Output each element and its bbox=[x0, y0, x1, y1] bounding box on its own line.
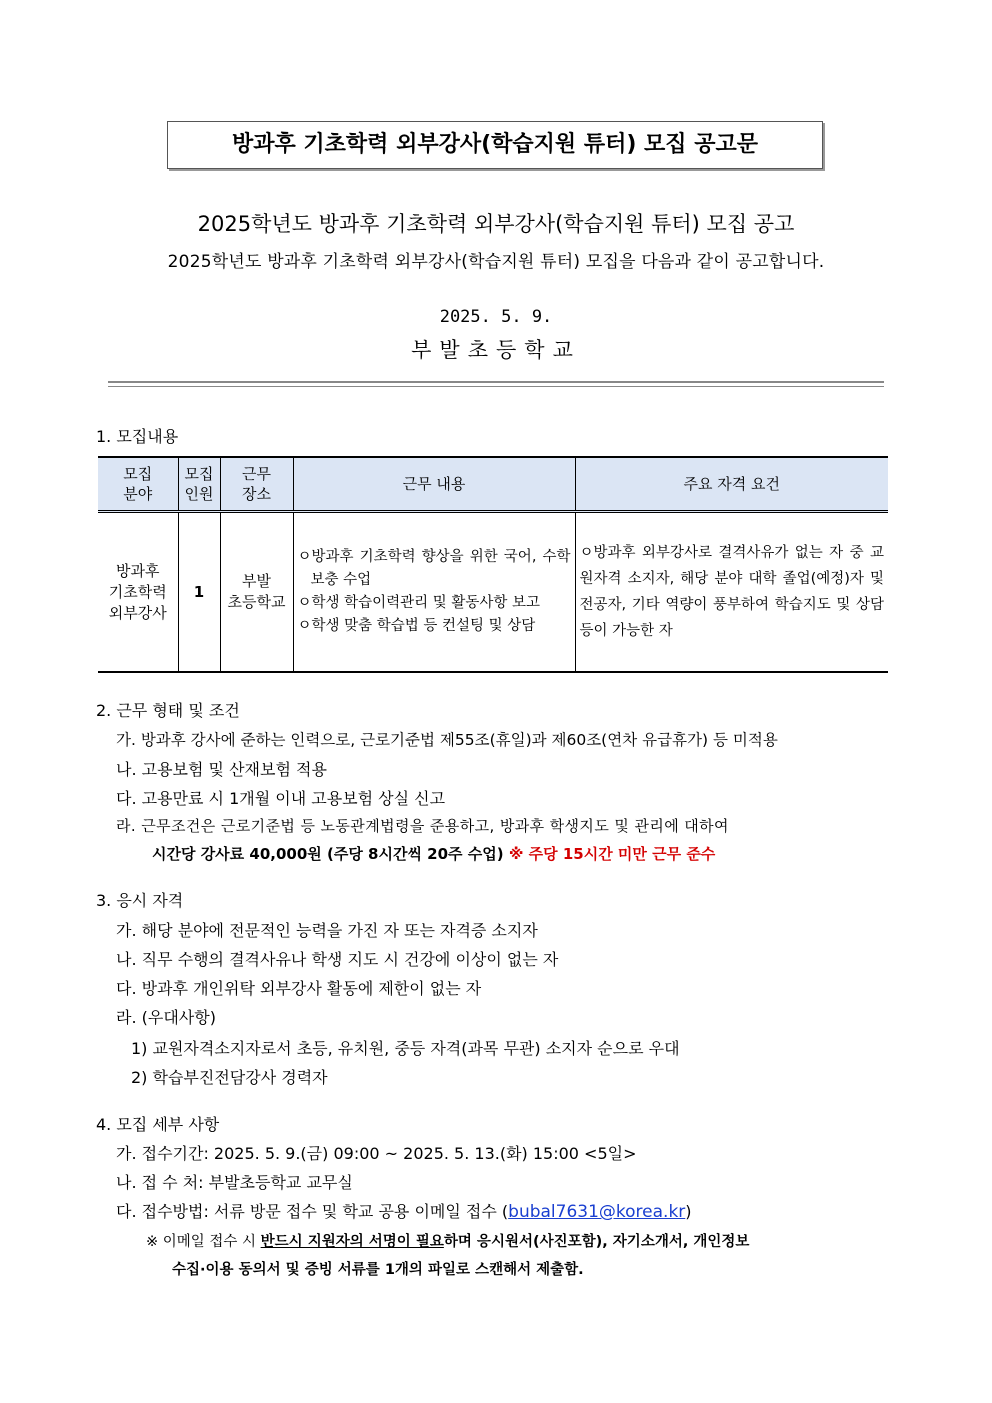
section2-item: 가. 방과후 강사에 준하는 인력으로, 근로기준법 제55조(휴일)과 제60조(연차 유급휴가) 등 미적용 bbox=[116, 731, 778, 749]
cell-qualification: ㅇ방과후 외부강사로 결격사유가 없는 자 중 교원자격 소지자, 해당 분야 대학 졸업(예정)자 및 전공자, 기타 역량이 풍부하여 학습지도 및 상담 등이 가능한 자 bbox=[575, 512, 888, 673]
section2-item: 다. 고용만료 시 1개월 이내 고용보험 상실 신고 bbox=[116, 789, 446, 808]
section4-title: 4. 모집 세부 사항 bbox=[96, 1115, 220, 1134]
section3-item: 나. 직무 수행의 결격사유나 학생 지도 시 건강에 이상이 없는 자 bbox=[116, 950, 559, 969]
duty-item: ㅇ방과후 기초학력 향상을 위한 국어, 수학 보충 수업 bbox=[297, 549, 571, 588]
school-name: 부발초등학교 bbox=[411, 338, 581, 362]
method-prefix: 다. 접수방법: 서류 방문 접수 및 학교 공용 이메일 접수 ( bbox=[116, 1202, 509, 1221]
table-header-row bbox=[98, 457, 888, 512]
section3-item: 라. (우대사항) bbox=[116, 1008, 216, 1027]
duty-item: ㅇ학생 맞춤 학습법 등 컨설팅 및 상담 bbox=[297, 618, 536, 634]
section2-title: 2. 근무 형태 및 조건 bbox=[96, 701, 240, 720]
section3-title: 3. 응시 자격 bbox=[96, 891, 184, 910]
subheading: 2025학년도 방과후 기초학력 외부강사(학습지원 튜터) 모집을 다음과 같이 공고합니다. bbox=[167, 252, 825, 272]
email-note bbox=[146, 1230, 749, 1251]
pay-line bbox=[152, 843, 715, 864]
cell-field: 방과후 기초학력 외부강사 bbox=[98, 512, 178, 673]
cell-place: 부발 초등학교 bbox=[220, 512, 293, 673]
section3-item: 가. 해당 분야에 전문적인 능력을 가진 자 또는 자격증 소지자 bbox=[116, 921, 538, 940]
header-count: 모집 인원 bbox=[178, 457, 220, 512]
section2-item: 라. 근무조건은 근로기준법 등 노동관계법령을 준용하고, 방과후 학생지도 및 관리에 대하여 bbox=[116, 817, 729, 835]
header-qualification: 주요 자격 요건 bbox=[575, 457, 888, 512]
section3-subitem: 2) 학습부진전담강사 경력자 bbox=[131, 1068, 328, 1087]
application-place: 나. 접 수 처: 부발초등학교 교무실 bbox=[116, 1173, 353, 1192]
heading: 2025학년도 방과후 기초학력 외부강사(학습지원 튜터) 모집 공고 bbox=[197, 212, 795, 236]
divider bbox=[108, 381, 884, 387]
date: 2025. 5. 9. bbox=[439, 307, 553, 327]
recruit-table bbox=[98, 456, 888, 673]
section3-subitem: 1) 교원자격소지자로서 초등, 유치원, 중등 자격(과목 무관) 소지자 순으로 우대 bbox=[131, 1039, 680, 1058]
header-field: 모집 분야 bbox=[98, 457, 178, 512]
cell-duties bbox=[293, 512, 575, 673]
note-prefix: ※ 이메일 접수 시 bbox=[146, 1234, 261, 1250]
pay-note: ※ 주당 15시간 미만 근무 준수 bbox=[508, 845, 716, 863]
cell-count: 1 bbox=[178, 512, 220, 673]
note-rest: 하며 응시원서(사진포함), 자기소개서, 개인정보 bbox=[443, 1234, 750, 1250]
note-signature-required: 반드시 지원자의 서명이 필요 bbox=[260, 1234, 444, 1250]
header-place: 근무 장소 bbox=[220, 457, 293, 512]
table-row bbox=[98, 512, 888, 673]
pay-text: 시간당 강사료 40,000원 (주당 8시간씩 20주 수업) bbox=[152, 845, 504, 863]
section2-item: 나. 고용보험 및 산재보험 적용 bbox=[116, 760, 327, 779]
section1-title: 1. 모집내용 bbox=[96, 427, 179, 446]
application-method bbox=[116, 1199, 692, 1222]
method-suffix: ) bbox=[685, 1202, 692, 1221]
section3-item: 다. 방과후 개인위탁 외부강사 활동에 제한이 없는 자 bbox=[116, 979, 482, 998]
email-note-line2: 수집·이용 동의서 및 증빙 서류를 1개의 파일로 스캔해서 제출함. bbox=[172, 1262, 584, 1278]
application-period: 가. 접수기간: 2025. 5. 9.(금) 09:00 ~ 2025. 5. 13.(화) 15:00 <5일> bbox=[116, 1144, 637, 1163]
announcement-title-box: 방과후 기초학력 외부강사(학습지원 튜터) 모집 공고문 bbox=[167, 121, 823, 169]
header-duty: 근무 내용 bbox=[293, 457, 575, 512]
duty-item: ㅇ학생 학습이력관리 및 활동사항 보고 bbox=[297, 595, 541, 611]
email-link[interactable]: bubal7631@korea.kr bbox=[508, 1202, 686, 1222]
